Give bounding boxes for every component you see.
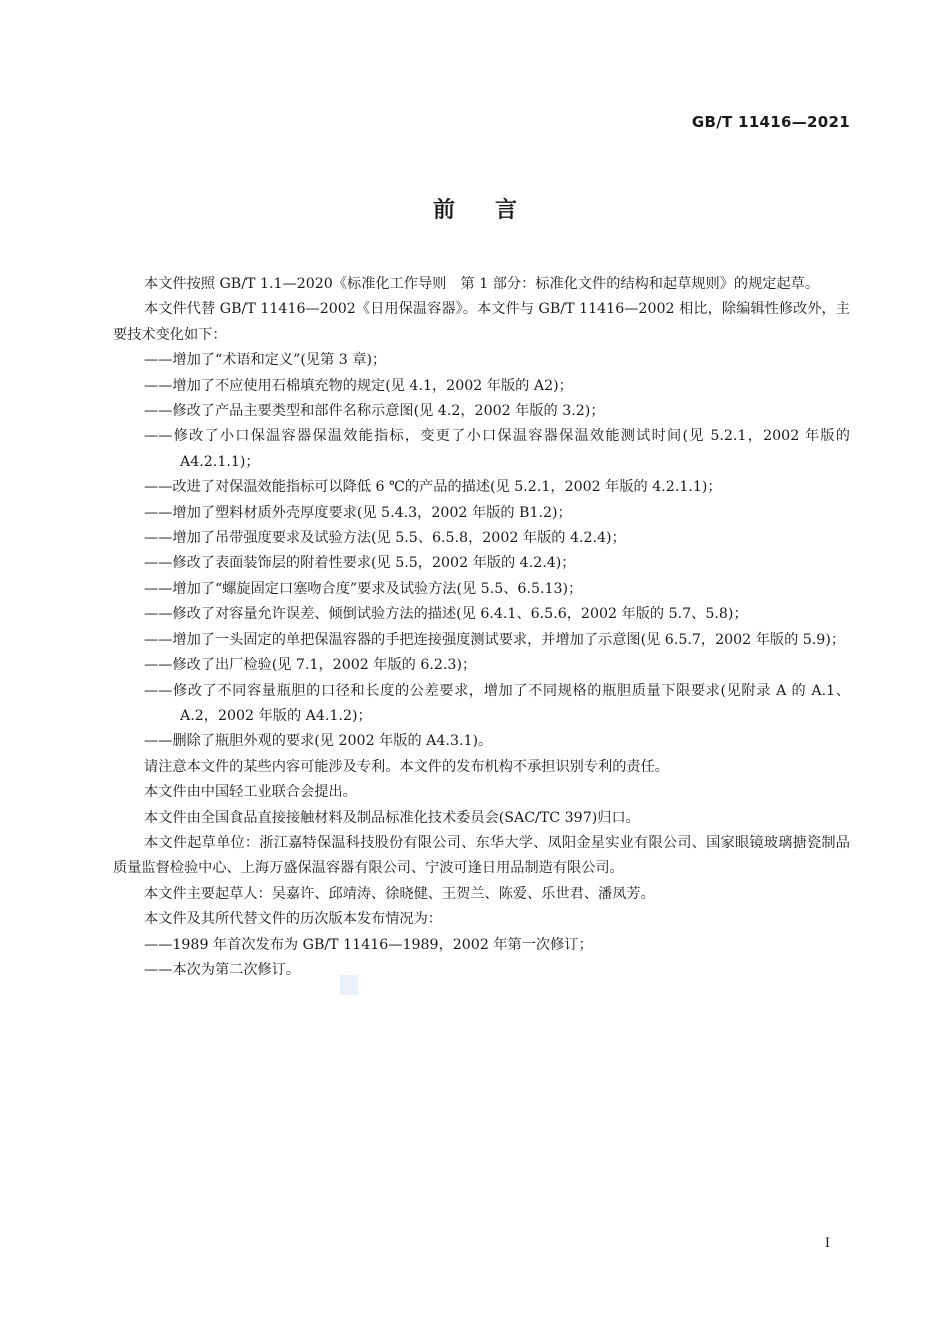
page-number: I: [824, 1236, 830, 1251]
standard-number: GB/T 11416—2021: [691, 113, 850, 131]
list-item: ——增加了吊带强度要求及试验方法(见 5.5、6.5.8，2002 年版的 4.2.4)；: [144, 530, 626, 547]
list-item: ——修改了产品主要类型和部件名称示意图(见 4.2，2002 年版的 3.2)；: [144, 403, 605, 420]
body-paragraph: 本文件代替 GB/T 11416—2002《日用保温容器》。本文件与 GB/T 11416—2002 相比，除编辑性修改外，主要技术变化如下：: [113, 301, 850, 343]
watermark-smudge: [340, 975, 358, 995]
list-item: ——增加了不应使用石棉填充物的规定(见 4.1，2002 年版的 A2)；: [144, 377, 573, 394]
body-paragraph: 本文件由全国食品直接接触材料及制品标准化技术委员会(SAC/TC 397)归口。: [144, 809, 640, 826]
body-paragraph: 请注意本文件的某些内容可能涉及专利。本文件的发布机构不承担识别专利的责任。: [144, 758, 669, 775]
list-item: ——本次为第二次修订。: [144, 961, 301, 978]
list-item: ——改进了对保温效能指标可以降低 6 ℃的产品的描述(见 5.2.1，2002 年版的 4.2.1.1)；: [144, 479, 722, 496]
body-paragraph: 本文件起草单位：浙江嘉特保温科技股份有限公司、东华大学、凤阳金星实业有限公司、国家眼镜玻璃搪瓷制品质量监督检验中心、上海万盛保温容器有限公司、宁波可逢日用品制造有限公司。: [113, 834, 850, 877]
list-item: ——增加了一头固定的单把保温容器的手把连接强度测试要求，并增加了示意图(见 6.5.7，2002 年版的 5.9)；: [144, 631, 846, 648]
list-item: ——修改了出厂检验(见 7.1，2002 年版的 6.2.3)；: [144, 657, 477, 674]
page-title: 前言: [432, 198, 557, 223]
body-paragraph: 本文件主要起草人：吴嘉许、邱靖涛、徐晓健、王贺兰、陈爱、乐世君、潘凤芳。: [144, 885, 655, 902]
list-item: ——修改了不同容量瓶胆的口径和长度的公差要求，增加了不同规格的瓶胆质量下限要求(见附录 A 的 A.1、A.2，2002 年版的 A4.1.2)；: [144, 682, 850, 724]
list-item: ——增加了“术语和定义”(见第 3 章)；: [144, 352, 387, 369]
body-paragraph: 本文件及其所代替文件的历次版本发布情况为：: [144, 911, 442, 928]
list-item: ——修改了对容量允许误差、倾倒试验方法的描述(见 6.4.1、6.5.6，2002 年版的 5.7、5.8)；: [144, 606, 748, 623]
document-body: [113, 272, 850, 983]
list-item: ——1989 年首次发布为 GB/T 11416—1989，2002 年第一次修订；: [144, 936, 593, 953]
list-item: ——增加了“螺旋固定口塞吻合度”要求及试验方法(见 5.5、6.5.13)；: [144, 580, 583, 597]
list-item: ——增加了塑料材质外壳厚度要求(见 5.4.3，2002 年版的 B1.2)；: [144, 504, 572, 521]
body-paragraph: 本文件由中国轻工业联合会提出。: [144, 784, 357, 801]
body-paragraph: 本文件按照 GB/T 1.1—2020《标准化工作导则 第 1 部分：标准化文件的结构和起草规则》的规定起草。: [144, 276, 820, 292]
list-item: ——修改了小口保温容器保温效能指标，变更了小口保温容器保温效能测试时间(见 5.2.1，2002 年版的 A4.2.1.1)；: [144, 428, 850, 470]
list-item: ——删除了瓶胆外观的要求(见 2002 年版的 A4.3.1)。: [144, 733, 493, 750]
list-item: ——修改了表面装饰层的附着性要求(见 5.5，2002 年版的 4.2.4)；: [144, 555, 576, 572]
